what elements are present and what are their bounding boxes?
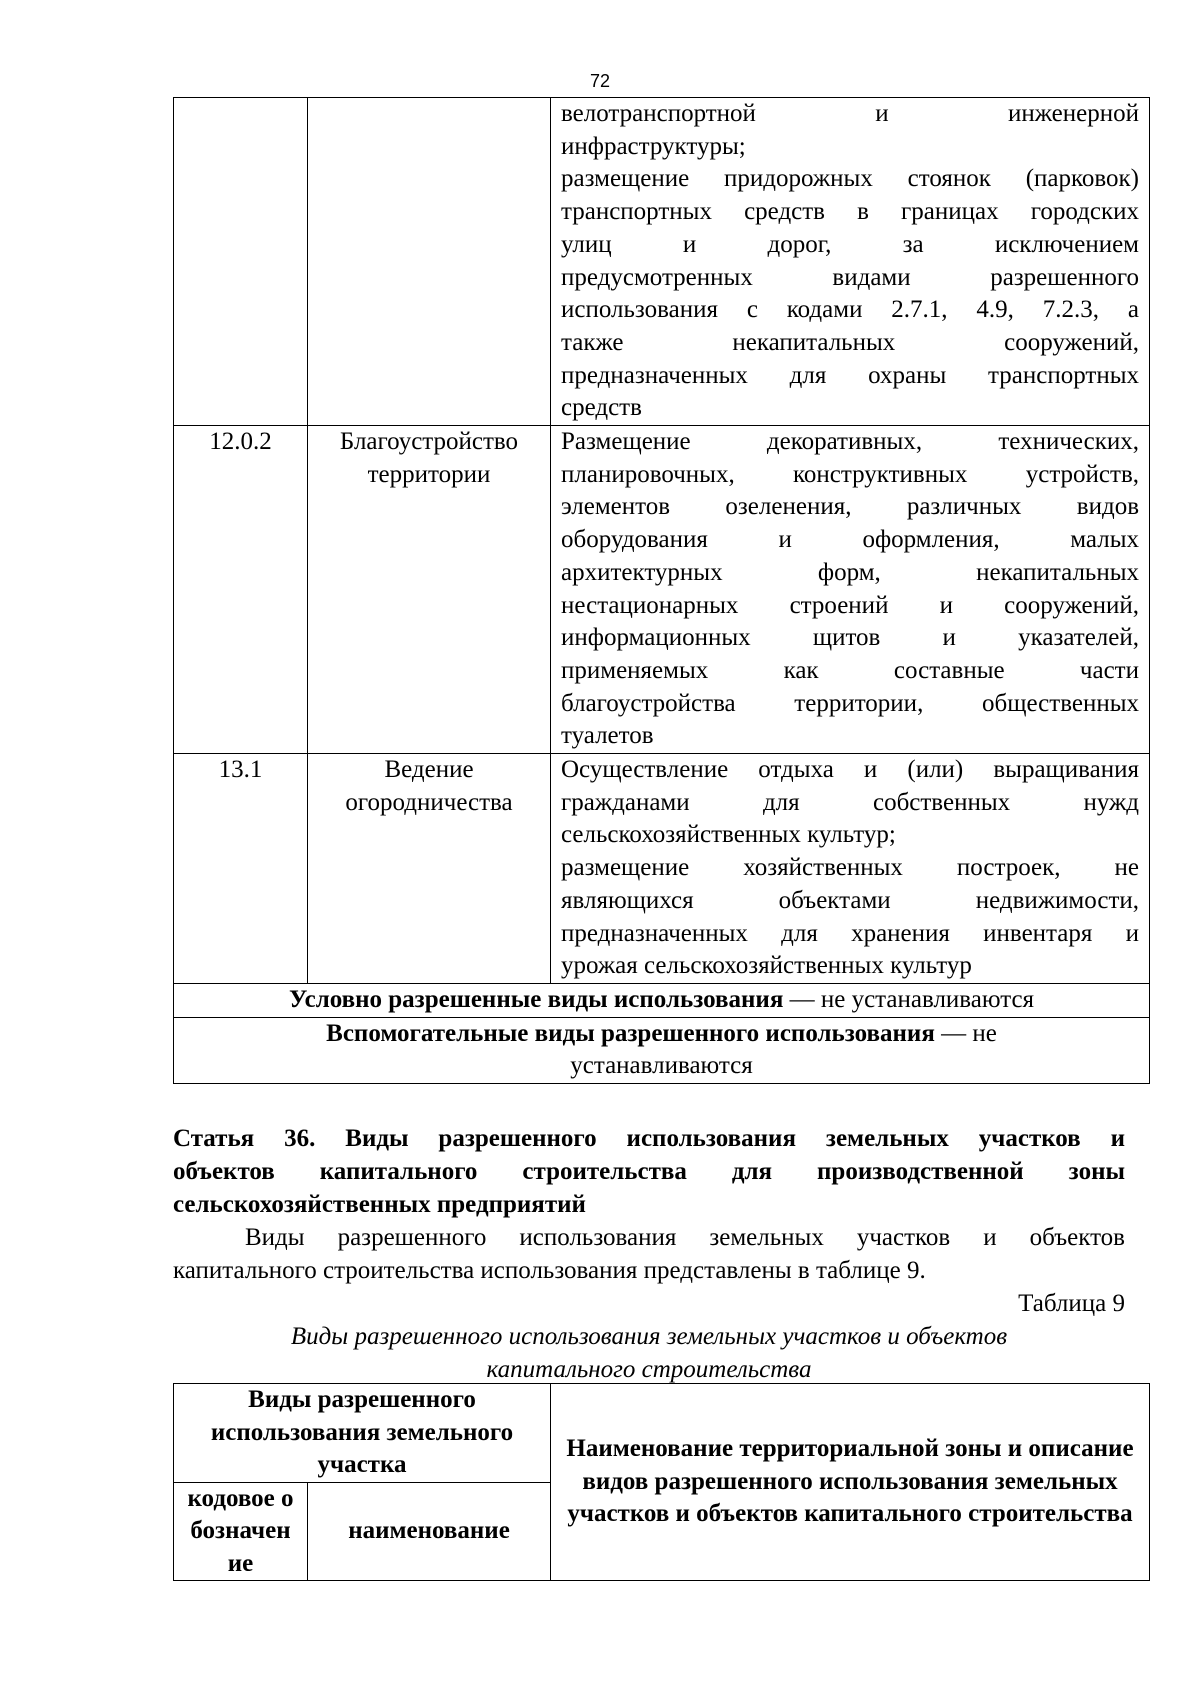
desc-line: предназначенных для охраны транспортных	[561, 361, 1139, 389]
desc-line: сельскохозяйственных культур;	[561, 821, 896, 849]
title-line: объектов капитального строительства для производственной зоны	[173, 1158, 1125, 1185]
description-cell	[551, 426, 1150, 754]
desc-line: Осуществление отдыха и (или) выращивания	[561, 756, 1139, 784]
table-caption	[173, 1320, 1125, 1386]
desc-line: предусмотренных видами разрешенного	[561, 263, 1139, 291]
desc-line: оборудования и оформления, малых	[561, 526, 1139, 554]
description-cell	[551, 754, 1150, 984]
title-line: сельскохозяйственных предприятий	[173, 1191, 586, 1218]
code-cell	[174, 98, 308, 426]
article-title	[173, 1122, 1125, 1221]
desc-line: также некапитальных сооружений,	[561, 328, 1139, 356]
desc-line: использования с кодами 2.7.1, 4.9, 7.2.3, а	[561, 296, 1139, 324]
name-cell	[308, 98, 551, 426]
desc-line: нестационарных строений и сооружений,	[561, 591, 1139, 619]
desc-line: средств	[561, 394, 642, 422]
conditional-uses-row	[174, 983, 1150, 1017]
desc-line: улиц и дорог, за исключением	[561, 230, 1139, 258]
caption-line: капитального строительства	[486, 1356, 812, 1383]
auxiliary-uses-label: Вспомогательные виды разрешенного использования	[326, 1019, 935, 1047]
auxiliary-uses-cell	[174, 1017, 1150, 1083]
desc-line: благоустройства территории, общественных	[561, 689, 1139, 717]
paragraph-line: капитального строительства использования представлены в таблице 9.	[173, 1257, 926, 1284]
caption-line: Виды разрешенного использования земельных участков и объектов	[290, 1323, 1008, 1350]
name-cell: Благоустройство территории	[308, 426, 551, 754]
conditional-uses-label: Условно разрешенные виды использования	[288, 985, 784, 1013]
conditional-uses-value: — не устанавливаются	[783, 985, 1035, 1013]
desc-line: предназначенных для хранения инвентаря и	[561, 919, 1139, 947]
desc-line: инфраструктуры;	[561, 132, 746, 160]
description-cell	[551, 98, 1150, 426]
table-row	[174, 426, 1150, 754]
name-header-cell: наименование	[308, 1482, 551, 1581]
desc-line: архитектурных форм, некапитальных	[561, 558, 1139, 586]
desc-line: планировочных, конструктивных устройств,	[561, 460, 1139, 488]
desc-line: размещение хозяйственных построек, не	[561, 854, 1139, 882]
name-cell: Ведение огородничества	[308, 754, 551, 984]
desc-line: информационных щитов и указателей,	[561, 624, 1139, 652]
table-row	[174, 98, 1150, 426]
desc-line: элементов озеленения, различных видов	[561, 493, 1139, 521]
article-paragraph	[173, 1221, 1125, 1287]
desc-line: урожая сельскохозяйственных культур	[561, 952, 972, 980]
desc-line: транспортных средств в границах городских	[561, 198, 1139, 226]
table-9-header	[173, 1383, 1150, 1581]
desc-line: велотранспортной и инженерной	[561, 100, 1139, 127]
page-number: 72	[589, 71, 611, 91]
zone-description-header-cell: Наименование территориальной зоны и описание видов разрешенного использования земельных участков и объектов капитального строительства	[551, 1384, 1150, 1581]
group-header-cell: Виды разрешенного использования земельного участка	[174, 1384, 551, 1483]
desc-line: размещение придорожных стоянок (парковок)	[561, 165, 1139, 193]
article-36	[173, 1122, 1125, 1386]
table-header-row	[174, 1384, 1150, 1483]
desc-line: туалетов	[561, 722, 654, 750]
permitted-use-table-continued	[173, 97, 1150, 1084]
table-label: Таблица 9	[1018, 1290, 1125, 1317]
code-cell: 12.0.2	[174, 426, 308, 754]
code-header-cell: кодовое обозначение	[174, 1482, 308, 1581]
table-row	[174, 754, 1150, 984]
desc-line: гражданами для собственных нужд	[561, 788, 1139, 816]
paragraph-line: Виды разрешенного использования земельных участков и объектов	[245, 1224, 1125, 1251]
code-cell: 13.1	[174, 754, 308, 984]
desc-line: Размещение декоративных, технических,	[561, 428, 1139, 456]
desc-line: являющихся объектами недвижимости,	[561, 886, 1139, 914]
title-line: Статья 36. Виды разрешенного использования земельных участков и	[173, 1125, 1125, 1152]
conditional-uses-cell	[174, 983, 1150, 1017]
auxiliary-uses-value: — не устанавливаются	[570, 1019, 997, 1080]
desc-line: применяемых как составные части	[561, 656, 1139, 684]
auxiliary-uses-row	[174, 1017, 1150, 1083]
